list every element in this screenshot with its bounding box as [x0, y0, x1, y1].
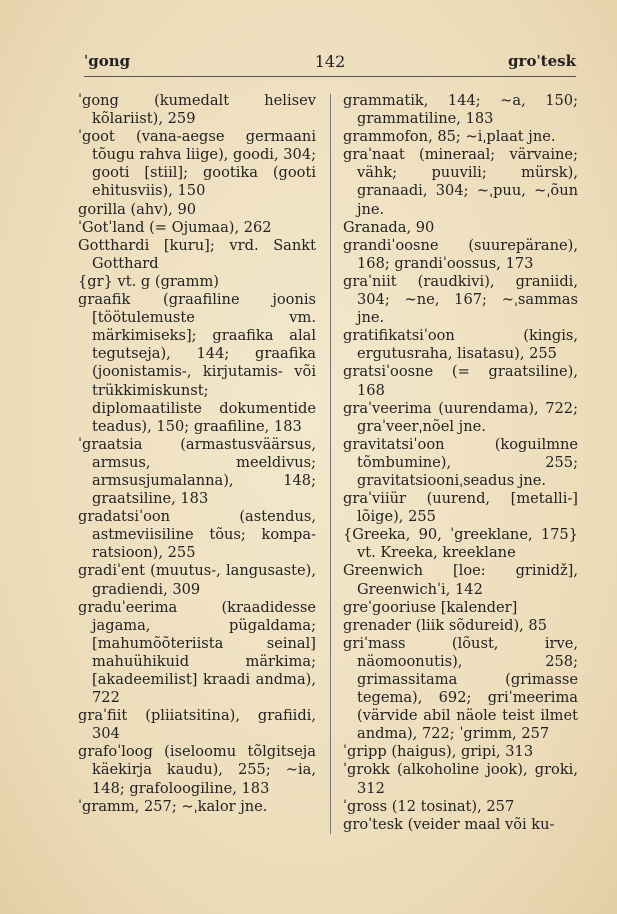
- dictionary-entry: ˈgrokk (alkoholine jook), groki, 312: [343, 761, 578, 797]
- dictionary-entry: Greenwich [loe: grinidž], Greenwichˈi, 142: [343, 562, 578, 598]
- header-right-guide-word: groˈtesk: [508, 52, 576, 70]
- dictionary-entry: graˈnaat (mineraal; värvaine; vähk; puuvili; mürsk), granaadi, 304; ~ˌpuu, ~ˌõun jne.: [343, 146, 578, 218]
- dictionary-entry: gratsiˈoosne (= graatsiline), 168: [343, 363, 578, 399]
- dictionary-entry: groˈtesk (veider maal või ku-: [343, 815, 555, 833]
- dictionary-entry: ˈgong (kumedalt helisev kõlariist), 259: [78, 92, 316, 128]
- dictionary-entry: ˈgripp (haigus), gripi, 313: [343, 743, 534, 761]
- dictionary-entry: graduˈeerima (kraadidesse jagama, pügaldama; [mahumõõteriista seinal] mahuühikuid märkima; [akadeemilist] kraadi andma), 722: [78, 598, 316, 707]
- dictionary-entry: gorilla (ahv), 90: [78, 200, 197, 218]
- dictionary-entry: graˈviiür (uurend, [metalli-] lõige), 255: [343, 490, 578, 526]
- dictionary-entry: gratifikatsiˈoon (kingis, ergutusraha, lisatasu), 255: [343, 327, 578, 363]
- dictionary-entry: grandiˈoosne (suurepärane), 168; grandiˈoossus, 173: [343, 236, 578, 272]
- right-column: [343, 92, 578, 834]
- dictionary-entry: graˈfiit (pliiatsitina), grafiidi, 304: [78, 707, 316, 743]
- dictionary-entry: graˈniit (raudkivi), graniidi, 304; ~ne, 167; ~ˌsammas jne.: [343, 272, 578, 327]
- dictionary-entry: ˈgoot (vana-aegse germaani tõugu rahva liige), goodi, 304; gooti [stiil]; gootika (gooti ehitusviis), 150: [78, 128, 317, 200]
- dictionary-entry: greˈgooriuse [kalender]: [343, 598, 518, 616]
- header-left-guide-word: ˈgong: [84, 52, 131, 70]
- dictionary-entry: graafik (graafiline joonis [töötulemuste vm. märkimiseks]; graafika alal tegutseja), 144; graafika (joonistamis-, kirjutamis- või trükkimiskunst; diplomaatiliste dokumentide teadus), 150; graafiline, 183: [78, 291, 316, 435]
- dictionary-entry: Gotthardi [kuru]; vrd. Sankt Gotthard: [78, 236, 316, 272]
- dictionary-entry: {gr} vt. g (gramm): [78, 272, 219, 290]
- page-number: 142: [314, 52, 346, 71]
- dictionary-entry: gradatsiˈoon (astendus, astmeviisiline tõus; kompa-ratsioon), 255: [78, 508, 316, 562]
- left-column: [78, 92, 316, 816]
- dictionary-entry: grammofon, 85; ~iˌplaat jne.: [343, 128, 556, 146]
- dictionary-entry: ˈgraatsia (armastusväärsus, armsus, meeldivus; armsusjumalanna), 148; graatsiline, 183: [78, 435, 316, 508]
- dictionary-entry: ˈgross (12 tosinat), 257: [343, 797, 515, 815]
- dictionary-entry: grammatik, 144; ~a, 150; grammatiline, 183: [343, 92, 578, 128]
- dictionary-entry: gradiˈent (muutus-, langusaste), gradiendi, 309: [78, 562, 316, 598]
- dictionary-entry: grenader (liik sõdureid), 85: [343, 616, 548, 634]
- dictionary-entry: grafoˈloog (iseloomu tõlgitseja käekirja kaudu), 255; ~ia, 148; grafoloogiline, 183: [78, 743, 316, 797]
- dictionary-entry: gravitatsiˈoon (koguilmne tõmbumine), 255; gravitatsiooniˌseadus jne.: [343, 435, 578, 489]
- page-header: [84, 50, 576, 77]
- dictionary-entry: {Greeka, 90, ˈgreeklane, 175} vt. Kreeka, kreeklane: [343, 526, 578, 562]
- dictionary-entry: ˈGotˈland (= Ojumaa), 262: [78, 218, 272, 236]
- dictionary-entry: Granada, 90: [343, 218, 435, 236]
- dictionary-entry: ˈgramm, 257; ~ˌkalor jne.: [78, 797, 268, 815]
- dictionary-entry: graˈveerima (uurendama), 722; graˈveerˌnõel jne.: [343, 399, 578, 435]
- column-divider: [330, 94, 331, 834]
- dictionary-entry: griˈmass (lõust, irve, näomoonutis), 258; grimassitama (grimasse tegema), 692; griˈmeerima (värvide abil näole teist ilmet andma), 722; ˈgrimm, 257: [343, 634, 578, 743]
